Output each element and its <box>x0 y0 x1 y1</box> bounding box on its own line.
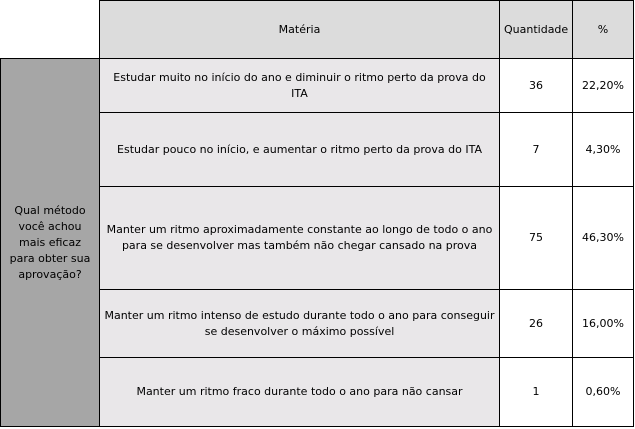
quantity-cell: 26 <box>500 290 573 358</box>
method-cell: Estudar pouco no início, e aumentar o ritmo perto da prova do ITA <box>100 113 500 187</box>
percent-header: % <box>573 1 634 59</box>
subject-header: Matéria <box>100 1 500 59</box>
percent-cell: 4,30% <box>573 113 634 187</box>
method-cell: Manter um ritmo aproximadamente constante ao longo de todo o ano para se desenvolver mas também não chegar cansado na prova <box>100 187 500 290</box>
header-row <box>1 1 634 59</box>
table-row <box>1 59 634 113</box>
quantity-cell: 1 <box>500 358 573 427</box>
quantity-cell: 75 <box>500 187 573 290</box>
quantity-cell: 36 <box>500 59 573 113</box>
percent-cell: 0,60% <box>573 358 634 427</box>
percent-cell: 22,20% <box>573 59 634 113</box>
method-cell: Manter um ritmo intenso de estudo durante todo o ano para conseguir se desenvolver o máximo possível <box>100 290 500 358</box>
quantity-cell: 7 <box>500 113 573 187</box>
quantity-header: Quantidade <box>500 1 573 59</box>
question-cell: Qual método você achou mais eficaz para obter sua aprovação? <box>1 59 100 427</box>
empty-corner-cell <box>1 1 100 59</box>
method-cell: Estudar muito no início do ano e diminuir o ritmo perto da prova do ITA <box>100 59 500 113</box>
method-cell: Manter um ritmo fraco durante todo o ano para não cansar <box>100 358 500 427</box>
percent-cell: 46,30% <box>573 187 634 290</box>
percent-cell: 16,00% <box>573 290 634 358</box>
